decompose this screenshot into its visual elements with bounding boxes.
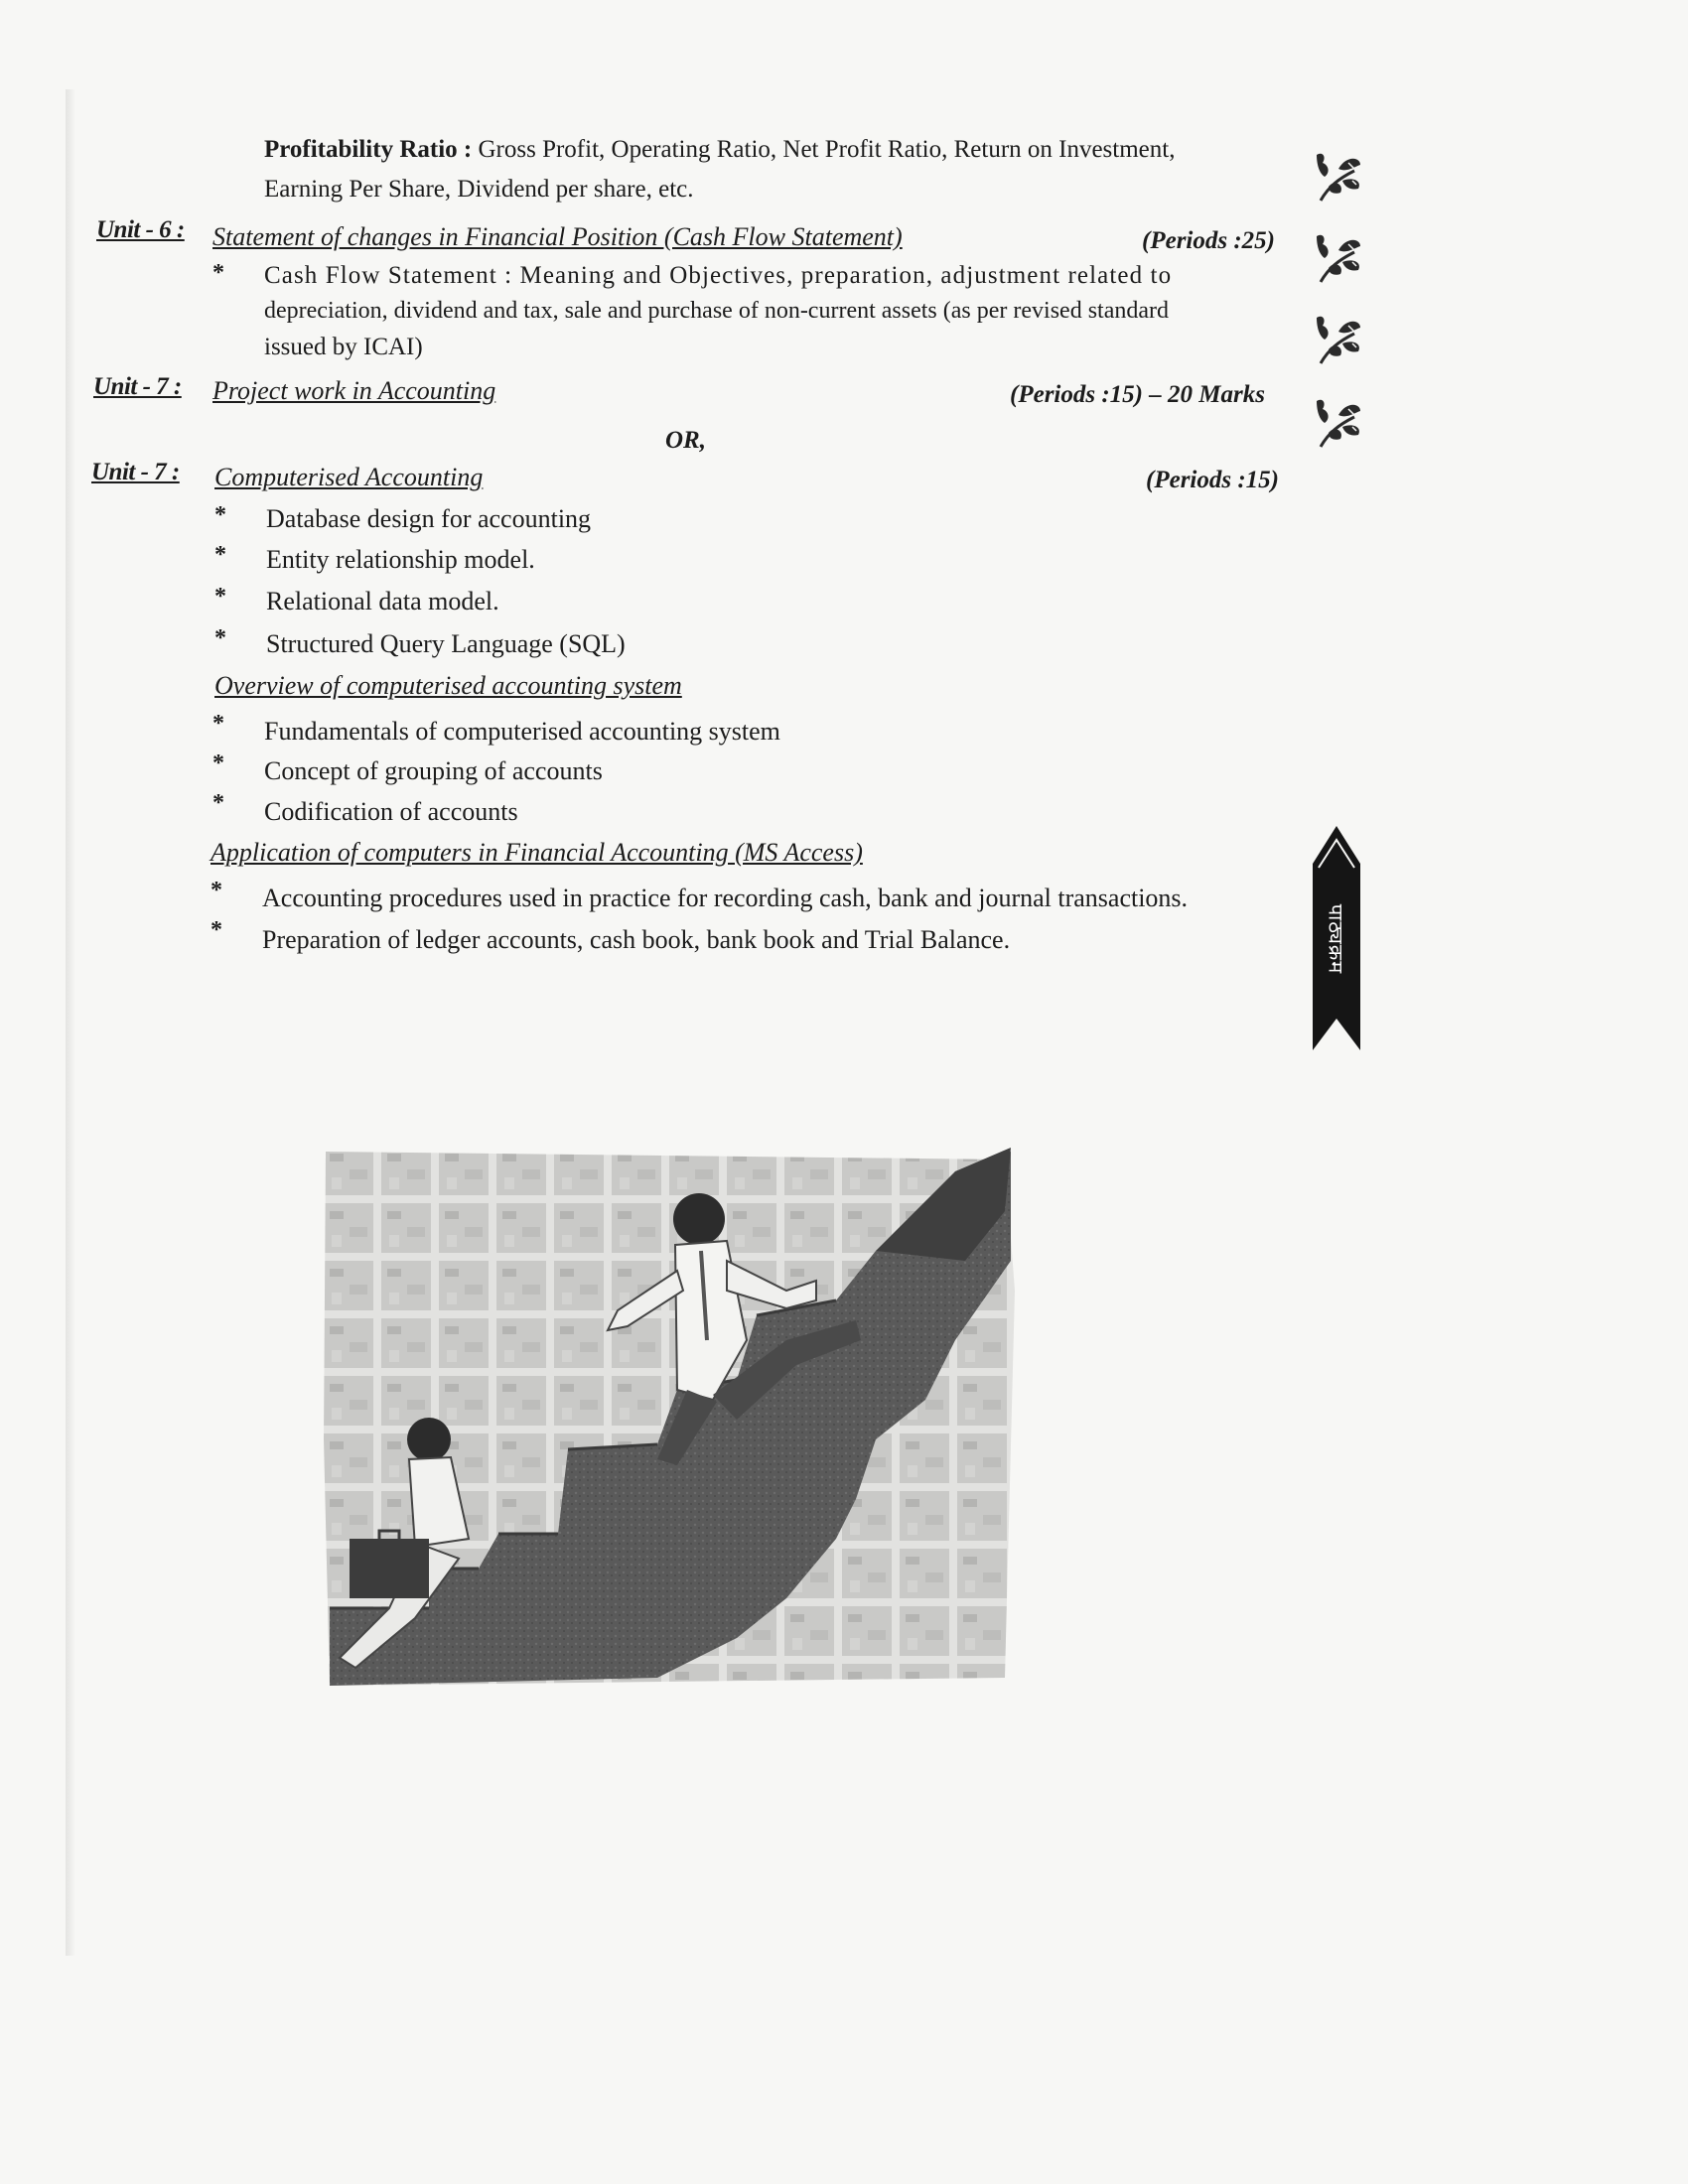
profitability-line-1-text: Gross Profit, Operating Ratio, Net Profit Ratio, Return on Investment,: [478, 136, 1176, 163]
or-separator: OR,: [665, 427, 706, 454]
unit-7-computerised-title: Computerised Accounting: [214, 463, 484, 491]
unit-6-item-line-2: depreciation, dividend and tax, sale and purchase of non-current assets (as per revised standard: [264, 298, 1169, 324]
unit-6-label: Unit - 6 :: [96, 216, 185, 243]
unit-6-periods: (Periods :25): [1142, 227, 1275, 254]
bullet-symbol: *: [214, 625, 226, 651]
leaf-branch-icon: [1309, 310, 1368, 371]
computerised-item-3: Relational data model.: [266, 587, 499, 615]
profitability-line-1: [264, 136, 1175, 164]
profitability-line-2: Earning Per Share, Dividend per share, etc.: [264, 176, 694, 203]
leaf-branch-icon: [1309, 228, 1368, 290]
bullet-symbol: *: [211, 917, 222, 943]
leaf-branch-icon: [1309, 393, 1368, 455]
page-edge-shadow: [66, 89, 75, 1956]
unit-7-project-title: Project work in Accounting: [212, 376, 496, 405]
application-heading: Application of computers in Financial Accounting (MS Access): [211, 838, 863, 867]
overview-item-1: Fundamentals of computerised accounting system: [264, 717, 780, 746]
unit-7-project-label: Unit - 7 :: [93, 373, 182, 400]
bullet-symbol: *: [212, 751, 224, 776]
bullet-symbol: *: [214, 584, 226, 610]
overview-item-3: Codification of accounts: [264, 797, 518, 826]
unit-6-item-line-3: issued by ICAI): [264, 334, 423, 360]
bullet-symbol: *: [212, 790, 224, 816]
application-item-2: Preparation of ledger accounts, cash book, bank book and Trial Balance.: [262, 925, 1011, 954]
overview-heading: Overview of computerised accounting system: [214, 671, 682, 700]
unit-7-computerised-periods: (Periods :15): [1146, 467, 1279, 493]
unit-6-title: Statement of changes in Financial Position (Cash Flow Statement): [212, 222, 903, 251]
computerised-item-2: Entity relationship model.: [266, 545, 535, 574]
overview-item-2: Concept of grouping of accounts: [264, 756, 603, 785]
bullet-symbol: *: [214, 502, 226, 528]
leaf-branch-icon: [1309, 147, 1368, 208]
unit-7-computerised-label: Unit - 7 :: [91, 459, 180, 485]
bullet-symbol: *: [212, 711, 224, 737]
business-people-climbing-stairs-illustration: [320, 1142, 1019, 1698]
computerised-item-4: Structured Query Language (SQL): [266, 629, 626, 658]
unit-6-bullet: *: [212, 260, 224, 286]
unit-6-item-line-1: Cash Flow Statement : Meaning and Objectives, preparation, adjustment related to: [264, 262, 1173, 289]
computerised-item-1: Database design for accounting: [266, 504, 592, 533]
side-tab-label: पाठ्यक्रम: [1324, 903, 1348, 975]
bullet-symbol: *: [214, 542, 226, 568]
bullet-symbol: *: [211, 878, 222, 903]
unit-7-project-periods: (Periods :15) – 20 Marks: [1010, 381, 1265, 408]
application-item-1: Accounting procedures used in practice for recording cash, bank and journal transactions.: [262, 884, 1189, 912]
profitability-label: Profitability Ratio :: [264, 136, 473, 163]
